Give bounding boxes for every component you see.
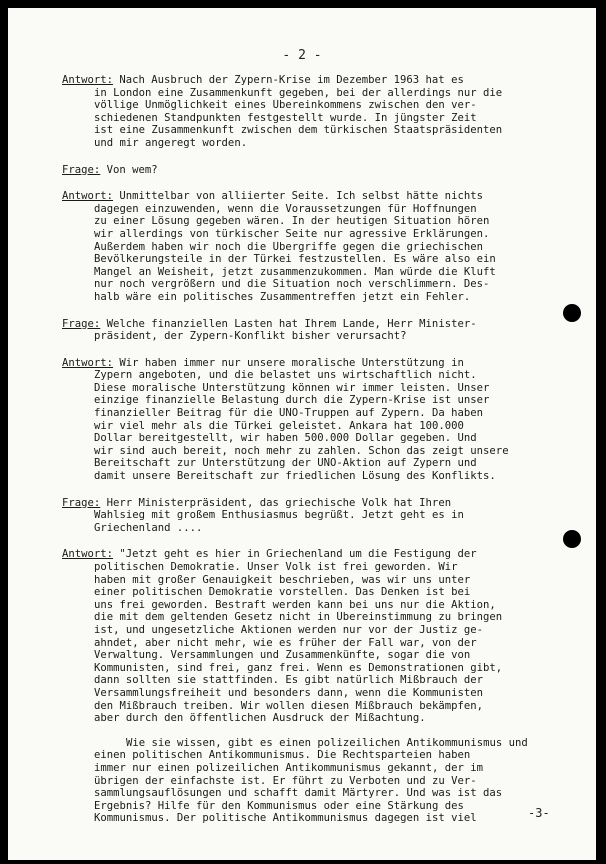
next-page-marker: -3- [528, 806, 550, 820]
text-line: immer nur einen polizeilichen Antikommunismus gekannt, der im [94, 761, 484, 774]
text-line: wir viel mehr als die Türkei geleistet. Ankara hat 100.000 [94, 419, 464, 432]
text-line: Zypern angeboten, und die belastet uns wirtschaftlich nicht. [94, 369, 477, 382]
answer-block-3 [62, 190, 544, 303]
text-line: präsident, der Zypern-Konflikt bisher verursacht? [94, 330, 407, 343]
text-line: schiedenen Standpunkten festgestellt wurde. In jüngster Zeit [94, 111, 477, 124]
speaker-label: Antwort: [62, 356, 114, 369]
text-line: die mit dem geltenden Gesetz nicht in Übereinstimmung zu bringen [94, 611, 503, 624]
text-line: Diese moralische Unterstützung können wir immer leisten. Unser [94, 381, 490, 394]
text-line: zu einer Lösung gegeben wären. In der heutigen Situation hören [94, 215, 490, 228]
punch-hole [563, 304, 581, 322]
text-line: wir sind auch bereit, noch mehr zu zahlen. Schon das zeigt unsere [94, 444, 509, 457]
text-line: Kommunismus. Der politische Antikommunismus dagegen ist viel [94, 812, 477, 825]
text-line: einer politischen Demokratie vorstellen. Das Denken ist bei [94, 586, 471, 599]
text-line: aber durch den öffentlichen Ausdruck der Mißachtung. [94, 712, 426, 725]
text-line: Verwaltung. Versammlungen und Zusammenkünfte, sogar die von [94, 649, 471, 662]
text-line: einzige finanzielle Belastung durch die Zypern-Krise ist unser [94, 394, 490, 407]
text-line: Griechenland .... [94, 521, 203, 534]
text-line: sammlungsauflösungen und schafft damit Märtyrer. Und was ist das [94, 787, 503, 800]
text-line: Kommunisten, sind frei, ganz frei. Wenn es Demonstrationen gibt, [94, 661, 503, 674]
question-block-6 [62, 497, 544, 535]
question-block-2 [62, 164, 544, 177]
answer-block-7 [62, 548, 544, 824]
text-line: Mangel an Weisheit, jetzt zusammenzukommen. Man würde die Kluft [94, 265, 496, 278]
text-line: Dollar bereitgestellt, wir haben 500.000 Dollar gegeben. Und [94, 432, 477, 445]
text-line: und mir angeregt worden. [94, 136, 248, 149]
text-line: wir allerdings von türkischer Seite nur agressive Erklärungen. [94, 227, 490, 240]
speaker-label: Frage: [62, 163, 101, 176]
question-block-4 [62, 318, 544, 343]
text-line: "Jetzt geht es hier in Griechenland um die Festigung der [113, 548, 477, 561]
answer-block-5 [62, 357, 544, 483]
speaker-label: Frage: [62, 317, 101, 330]
text-line: Wie sie wissen, gibt es einen polizeilichen Antikommunismus und [126, 736, 528, 749]
speaker-label: Antwort: [62, 190, 114, 203]
text-line: nur noch vergrößern und die Situation noch verschlimmern. Des- [94, 278, 490, 291]
text-line: halb wäre ein politisches Zusammentreffen jetzt ein Fehler. [94, 290, 471, 303]
text-line: völlige Unmöglichkeit eines Übereinkommens zwischen den ver- [94, 99, 477, 112]
text-line: Wahlsieg mit großem Enthusiasmus begrüßt. Jetzt geht es in [94, 509, 464, 522]
punch-hole [563, 530, 581, 548]
text-line: dann sollten sie stattfinden. Es gibt natürlich Mißbrauch der [94, 674, 484, 687]
text-line: finanzieller Beitrag für die UNO-Truppen auf Zypern. Da haben [94, 407, 484, 420]
text-line: Von wem? [100, 163, 158, 176]
text-line: Nach Ausbruch der Zypern-Krise im Dezember 1963 hat es [113, 74, 464, 86]
text-line: Welche finanziellen Lasten hat Ihrem Lande, Herr Minister- [100, 317, 477, 330]
answer-block-1 [62, 74, 544, 150]
text-line: Herr Ministerpräsident, das griechische Volk hat Ihren [100, 496, 452, 509]
text-line: dagegen einzuwenden, wenn die Voraussetzungen für Hoffnungen [94, 202, 477, 215]
text-line: politischen Demokratie. Unser Volk ist frei geworden. Wir [94, 561, 458, 573]
text-line: den Mißbrauch treiben. Wir wollen diesen Mißbrauch bekämpfen, [94, 699, 484, 712]
answer-paragraph-2 [62, 737, 544, 825]
document-body [62, 74, 544, 839]
text-line: einen politischen Antikommunismus. Die Rechtsparteien haben [94, 749, 471, 762]
text-line: haben mit großer Genauigkeit beschrieben, was wir uns unter [94, 573, 471, 586]
speaker-label: Antwort: [62, 548, 114, 561]
page-number: - 2 - [282, 48, 322, 63]
text-line: ist eine Zusammenkunft zwischen dem türkischen Staatspräsidenten [94, 124, 503, 137]
text-line: in London eine Zusammenkunft gegeben, bei der allerdings nur die [94, 86, 503, 99]
speaker-label: Frage: [62, 496, 101, 509]
text-line: Ergebnis? Hilfe für den Kommunismus oder eine Stärkung des [94, 799, 464, 812]
speaker-label: Antwort: [62, 74, 114, 86]
text-line: übrigen der einfachste ist. Er führt zu Verboten und zu Ver- [94, 774, 477, 787]
text-line: Bevölkerungsteile in der Türkei festzustellen. Es wäre also ein [94, 253, 496, 266]
text-line: Außerdem haben wir noch die Übergriffe gegen die griechischen [94, 240, 484, 253]
text-line: uns frei geworden. Bestraft werden kann bei uns nur die Aktion, [94, 598, 496, 611]
text-line: Versammlungsfreiheit und besonders dann, wenn die Kommunisten [94, 686, 484, 699]
text-line: Bereitschaft zur Unterstützung der UNO-Aktion auf Zypern und [94, 457, 477, 470]
text-line: ist, und ungesetzliche Aktionen werden nur vor der Justiz ge- [94, 623, 484, 636]
text-line: Unmittelbar von alliierter Seite. Ich selbst hätte nichts [113, 190, 483, 203]
document-page [8, 8, 596, 860]
text-line: Wir haben immer nur unsere moralische Unterstützung in [113, 356, 464, 369]
text-line: damit unsere Bereitschaft zur friedlichen Lösung des Konflikts. [94, 470, 496, 483]
text-line: ahndet, aber nicht mehr, wie es früher der Fall war, von der [94, 636, 477, 649]
